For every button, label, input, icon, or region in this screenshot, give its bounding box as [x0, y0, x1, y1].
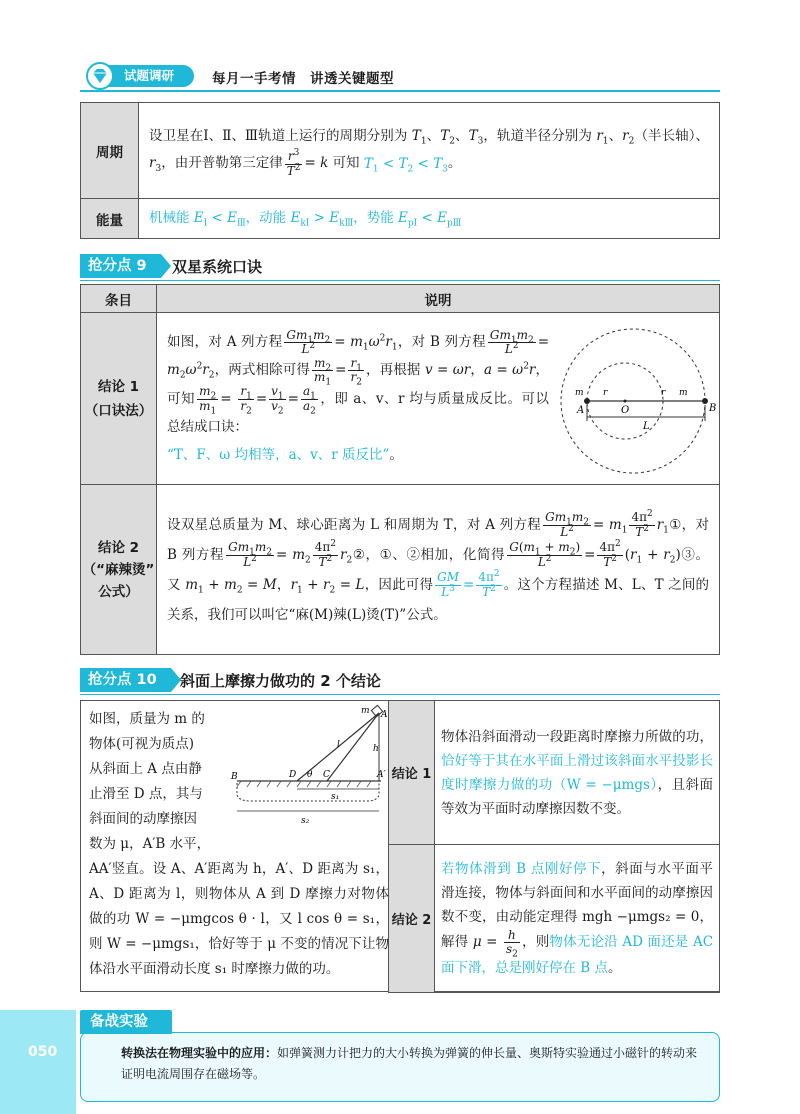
svg-text:s₂: s₂	[301, 816, 310, 826]
svg-text:m: m	[361, 706, 370, 716]
header-subtitle: 每月一手考情 讲透关键题型	[212, 71, 394, 87]
table-row	[81, 103, 720, 199]
conclusions-table	[388, 700, 720, 993]
table-row	[81, 285, 720, 313]
svg-text:h: h	[373, 744, 379, 754]
conclusion-2-body: 若物体滑到 B 点刚好停下，斜面与水平面平滑连接，物体与斜面间和水平面间的动摩擦因数不变，由动能定理得 mgh −μmgs₂ = 0，解得 μ = $\frac{h}{s_2}$ ，则物体无论沿 AD 面还是 AC 面下滑，总是刚好停在 B 点。	[435, 845, 720, 993]
svg-text:r: r	[661, 388, 666, 398]
section-9-title: 双星系统口诀	[172, 258, 263, 276]
table-row	[81, 485, 720, 655]
experiment-note-tab: 备战实验	[80, 1010, 172, 1034]
label-conclusion-1: 结论 1	[389, 701, 435, 845]
incline-diagram	[231, 703, 387, 827]
header-rule	[80, 90, 720, 92]
page-number: 050	[28, 1044, 58, 1060]
row-period-text: 设卫星在Ⅰ、Ⅱ、Ⅲ轨道上运行的周期分别为 $T_1$、$T_2$、$T_3$，轨道半径分别为 $r_1$、$r_2$（半长轴）、$r_3$，由开普勒第三定律 $\frac{r^3}{T^2}$ = k 可知 $T_1 < T_2 < T_3$。	[139, 103, 720, 199]
star-a-dot	[584, 398, 590, 404]
table-row	[81, 199, 720, 239]
svg-text:s₁: s₁	[331, 792, 340, 802]
col-header-item: 条目	[81, 285, 157, 313]
row-label-period: 周期	[81, 103, 139, 199]
conclusion-1-body: 物体沿斜面滑动一段距离时摩擦力所做的功，恰好等于其在水平面上滑过该斜面水平投影长度时摩擦力做的功（W = −μmgs），且斜面等效为平面时动摩擦因数不变。	[435, 701, 720, 845]
svg-text:A: A	[381, 710, 388, 720]
section-10-pill: 抢分点 10	[80, 668, 171, 692]
svg-text:L: L	[643, 421, 650, 432]
row-label-conclusion-1: 结论 1 （口诀法）	[81, 313, 157, 485]
experiment-note-box: 转换法在物理实验中的应用：如弹簧测力计把力的大小转换为弹簧的伸长量、奥斯特实验通过小磁针的转动来证明电流周围存在磁场等。	[80, 1032, 720, 1102]
orbit-table	[80, 102, 720, 239]
svg-text:O: O	[621, 405, 630, 416]
row-label-conclusion-2: 结论 2 （“麻辣烫” 公式）	[81, 485, 157, 655]
svg-text:m: m	[679, 388, 688, 398]
section-9-header	[80, 254, 720, 278]
page-header	[80, 62, 720, 92]
conclusion-1-text: 如图，对 A 列方程 $\frac{Gm_1m_2}{L^2}$ = $m_1\omega^2r_1$，对 B 列方程 $\frac{Gm_1m_2}{L^2}$ = $m_2\omega^2r_2$，两式相除可得 $\frac{m_2}{m_1}$ = $\frac{r_1}{r_2}$ ，再根据 v = ωr，$a = \omega^2r$，可知 $\frac{m_2}{m_1}$ = $\frac{r_1}{r_2}$ = $\frac{v_1}{v_2}$ = $\frac{a_1}{a_2}$ ，即 a、v、r 均与质量成反比。可以总结成口诀： “T、F、ω 均相等，a、v、r 质反比”。 m A B O r r m L	[157, 313, 720, 485]
svg-text:l: l	[337, 740, 340, 750]
table-row	[81, 313, 720, 485]
header-tag: 试题调研	[98, 65, 194, 87]
col-header-desc: 说明	[157, 285, 720, 313]
section-10-header	[80, 668, 720, 692]
star-b-dot	[702, 398, 708, 404]
diamond-gem-icon	[86, 62, 114, 90]
svg-text:r: r	[603, 388, 608, 398]
svg-text:θ: θ	[307, 770, 313, 780]
label-conclusion-2: 结论 2	[389, 845, 435, 993]
table-row	[389, 845, 720, 993]
page-number-block	[0, 1010, 76, 1114]
svg-text:B: B	[231, 772, 238, 782]
row-energy-text: 机械能 $E_Ⅰ < E_Ⅲ$，动能 $E_{kⅠ} > E_{kⅢ}$，势能 $E_{pⅠ} < E_{pⅢ}$	[139, 199, 720, 239]
conclusion-2-text: 设双星总质量为 M、球心距离为 L 和周期为 T，对 A 列方程 $\frac{Gm_1m_2}{L^2}$ = $m_1$ $\frac{4\pi^2}{T^2}$ $r_1①$，对 B 列方程 $\frac{Gm_1m_2}{L^2}$ = $m_2$ $\frac{4\pi^2}{T^2}$ $r_2②$，①、②相加，化简得 $\frac{G(m_1 + m_2)}{L^2}$ = $\frac{4\pi^2}{T^2}$ ($r_1$ + $r_2)③$。又 $m_1 + m_2 = M$，$r_1 + r_2 = L$，因此可得 $\frac{GM}{L^3}$ = $\frac{4\pi^2}{T^2}$ 。这个方程描述 M、L、T 之间的关系，我们可以叫它“麻(M)辣(L)烫(T)”公式。	[157, 485, 720, 655]
section-9-pill: 抢分点 9	[80, 254, 161, 278]
section-10-title: 斜面上摩擦力做功的 2 个结论	[180, 672, 381, 690]
svg-text:D: D	[289, 770, 297, 780]
svg-text:C: C	[323, 770, 330, 780]
friction-derivation: 如图，质量为 m 的 物体(可视为质点) 从斜面上 A 点由静 止滑至 D 点，其与 斜面间的动摩擦因 数为 μ，A′B 水平， AA′竖直。设 A、A′距离为 h，A′、D 距离为 s₁，A、D 距离为 l，则物体从 A 到 D 摩擦力对物体做的功 W = −μmgcos θ · l，又 l cos θ = s₁，则 W = −μmgs₁，恰好等于 μ 不变的情况下让物体沿水平面滑动长度 s₁ 时摩擦力做的功。	[89, 711, 389, 977]
svg-text:m: m	[575, 388, 584, 398]
table-row	[389, 701, 720, 845]
svg-text:B: B	[709, 403, 717, 414]
binary-star-diagram	[553, 321, 717, 477]
row-label-energy: 能量	[81, 199, 139, 239]
svg-text:A: A	[577, 405, 585, 416]
svg-text:A′: A′	[377, 770, 386, 780]
binary-star-table	[80, 284, 720, 655]
